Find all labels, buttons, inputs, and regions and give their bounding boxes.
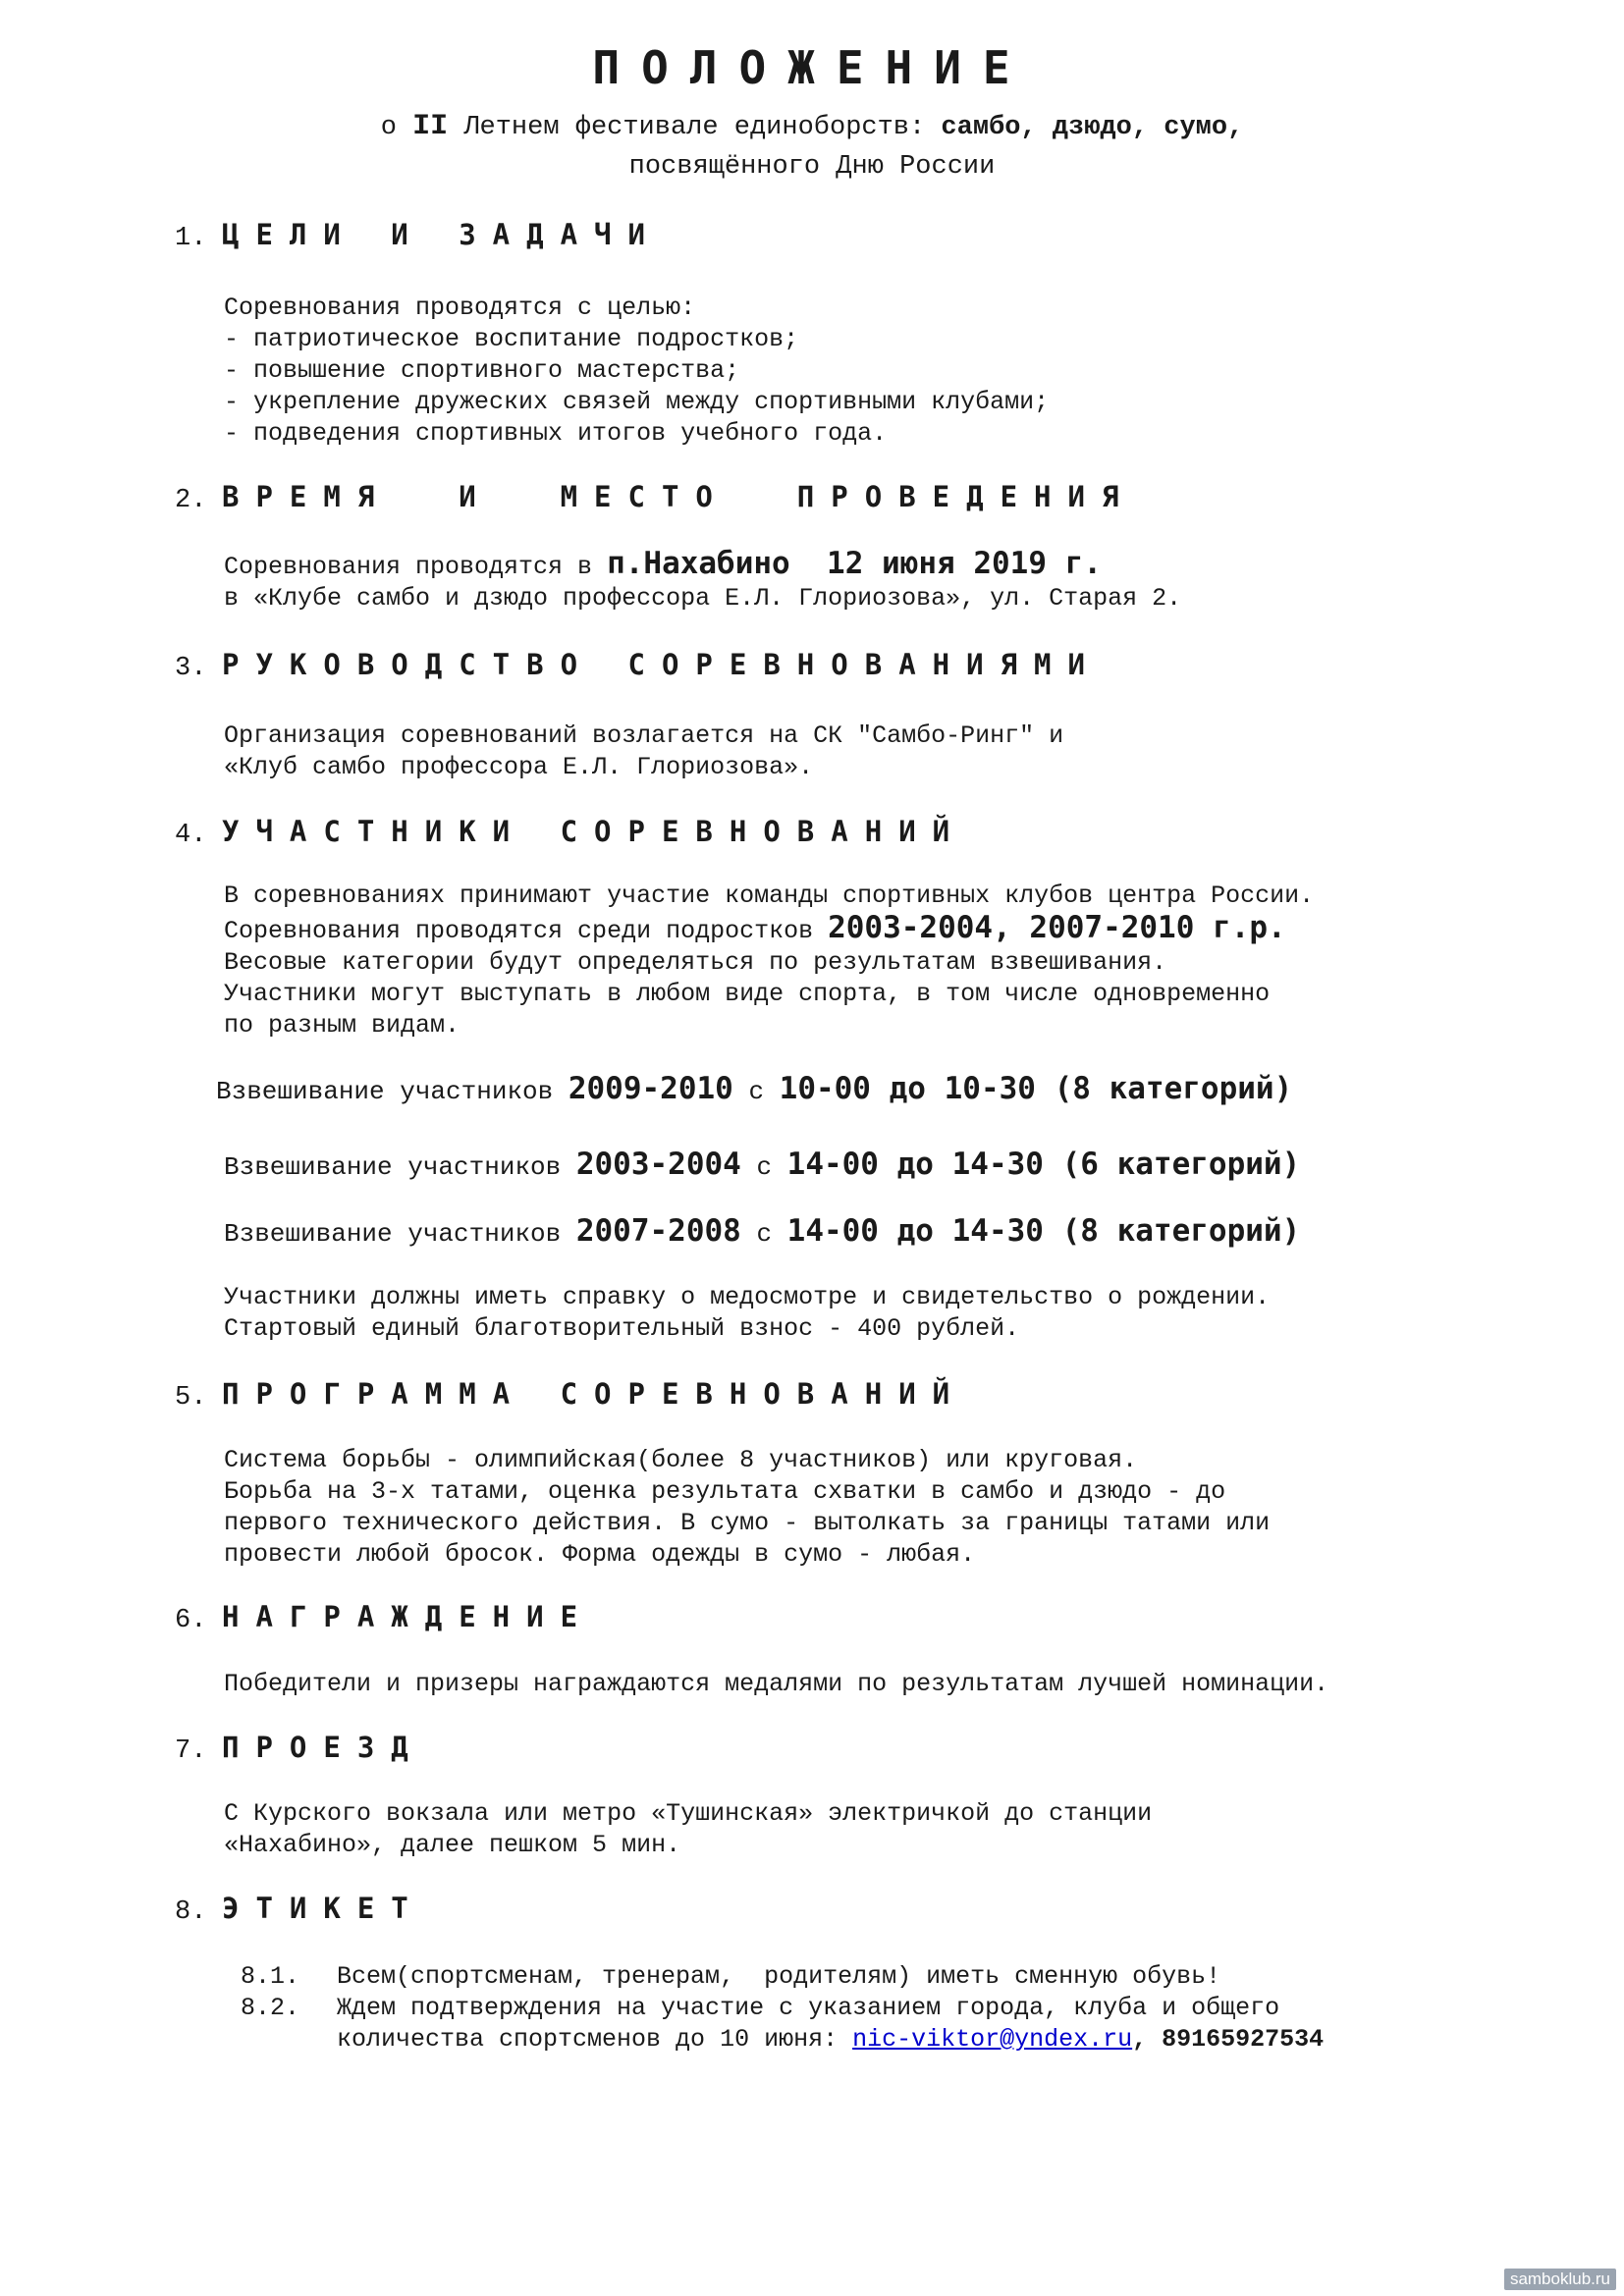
section-8-item-2 xyxy=(241,1993,1279,2024)
body-line: - укрепление дружеских связей между спортивными клубами; xyxy=(224,388,1050,416)
weighin-years: 2003-2004 xyxy=(575,1147,741,1182)
section-number: 5. xyxy=(175,1383,207,1413)
body-line: в «Клубе самбо и дзюдо профессора Е.Л. Глориозова», ул. Старая 2. xyxy=(224,584,1182,613)
section-heading: ПРОГРАММА СОРЕВНОВАНИЙ xyxy=(222,1377,967,1411)
weighin-years: 2009-2010 xyxy=(568,1071,733,1106)
section-5-header xyxy=(175,1377,966,1413)
body-line xyxy=(224,912,1314,947)
weighin-line-1 xyxy=(216,1073,1292,1107)
section-6-body xyxy=(224,1669,1328,1700)
body-line: - подведения спортивных итогов учебного года. xyxy=(224,419,888,448)
document-title: ПОЛОЖЕНИЕ xyxy=(592,41,1032,94)
section-1-header xyxy=(175,218,662,253)
body-line: Система борьбы - олимпийская(более 8 участников) или круговая. xyxy=(224,1446,1138,1474)
section-2-body xyxy=(224,548,1181,614)
section-heading: ПРОЕЗД xyxy=(222,1731,425,1764)
event-date-place: п.Нахабино 12 июня 2019 г. xyxy=(607,546,1102,581)
weighin-line-3 xyxy=(224,1215,1300,1250)
section-heading: ЦЕЛИ И ЗАДАЧИ xyxy=(222,218,662,251)
list-text: Всем(спортсменам, тренерам, родителям) иметь сменную обувь! xyxy=(337,1962,1221,1991)
list-text: количества спортсменов до 10 июня: xyxy=(337,2025,853,2054)
body-text: Взвешивание участников xyxy=(224,1219,576,1249)
body-line: «Клуб самбо профессора Е.Л. Глориозова». xyxy=(224,753,814,781)
section-heading: РУКОВОДСТВО СОРЕВНОВАНИЯМИ xyxy=(222,648,1102,681)
body-line: С Курского вокзала или метро «Тушинская» электричкой до станции xyxy=(224,1799,1153,1828)
subtitle-text: Летнем фестивале единоборств: xyxy=(448,113,942,142)
body-line: первого технического действия. В сумо - вытолкать за границы татами или xyxy=(224,1509,1271,1537)
section-7-body xyxy=(224,1798,1152,1861)
section-7-header xyxy=(175,1731,425,1766)
section-heading: НАГРАЖДЕНИЕ xyxy=(222,1600,595,1633)
body-line: провести любой бросок. Форма одежды в сумо - любая. xyxy=(224,1540,976,1569)
body-line: В соревнованиях принимают участие команды спортивных клубов центра России. xyxy=(224,881,1315,910)
body-text: Соревнования проводятся среди подростков xyxy=(224,917,829,945)
email-link[interactable]: nic-viktor@yndex.ru xyxy=(852,2025,1133,2054)
subtitle-line-1 xyxy=(0,110,1624,143)
body-line: Весовые категории будут определяться по результатам взвешивания. xyxy=(224,948,1167,977)
body-line: Победители и призеры награждаются медалями по результатам лучшей номинации. xyxy=(224,1670,1329,1698)
body-line: Борьба на 3-х татами, оценка результата схватки в самбо и дзюдо - до xyxy=(224,1477,1226,1506)
weighin-line-2 xyxy=(224,1148,1300,1183)
section-4-notes xyxy=(224,1282,1270,1345)
subtitle-sports: самбо, дзюдо, сумо, xyxy=(941,113,1244,142)
body-line: Стартовый единый благотворительный взнос - 400 рублей. xyxy=(224,1314,1020,1343)
section-2-header xyxy=(175,480,1135,515)
section-8-header xyxy=(175,1892,425,1927)
body-line: Организация соревнований возлагается на СК "Самбо-Ринг" и xyxy=(224,721,1064,750)
section-number: 8. xyxy=(175,1897,207,1927)
phone-number: 89165927534 xyxy=(1162,2025,1325,2054)
body-text: с xyxy=(732,1077,780,1106)
weighin-time: 14-00 до 14-30 (6 категорий) xyxy=(786,1147,1301,1182)
section-3-body xyxy=(224,721,1063,783)
body-line: - патриотическое воспитание подростков; xyxy=(224,325,799,353)
section-4-header xyxy=(175,815,966,850)
section-8-item-2-cont xyxy=(337,2024,1324,2056)
subtitle-roman: II xyxy=(412,110,449,143)
watermark: samboklub.ru xyxy=(1504,2269,1616,2290)
body-line: Соревнования проводятся с целью: xyxy=(224,294,696,322)
list-number: 8.1. xyxy=(241,1962,300,1991)
section-number: 4. xyxy=(175,821,207,850)
body-text: Соревнования проводятся в xyxy=(224,553,608,581)
section-heading: ВРЕМЯ И МЕСТО ПРОВЕДЕНИЯ xyxy=(222,480,1136,513)
body-line: Участники должны иметь справку о медосмотре и свидетельство о рождении. xyxy=(224,1283,1271,1311)
body-line: Участники могут выступать в любом виде спорта, в том числе одновременно xyxy=(224,980,1271,1008)
section-4-body xyxy=(224,881,1314,1041)
body-line: «Нахабино», далее пешком 5 мин. xyxy=(224,1831,681,1859)
separator-text: , xyxy=(1132,2025,1163,2054)
body-line: по разным видам. xyxy=(224,1011,460,1040)
section-number: 7. xyxy=(175,1736,207,1766)
section-number: 3. xyxy=(175,654,207,683)
section-number: 1. xyxy=(175,224,207,253)
list-text: Ждем подтверждения на участие с указанием города, клуба и общего xyxy=(337,1994,1280,2022)
weighin-time: 10-00 до 10-30 (8 категорий) xyxy=(779,1071,1293,1106)
section-3-header xyxy=(175,648,1102,683)
section-heading: ЭТИКЕТ xyxy=(222,1892,425,1925)
body-line: - повышение спортивного мастерства; xyxy=(224,356,740,385)
section-heading: УЧАСТНИКИ СОРЕВНОВАНИЙ xyxy=(222,815,967,848)
subtitle-text: о xyxy=(380,113,413,142)
section-number: 2. xyxy=(175,486,207,515)
section-1-body xyxy=(224,293,1049,450)
weighin-years: 2007-2008 xyxy=(575,1213,741,1249)
body-text: Взвешивание участников xyxy=(224,1152,576,1182)
birth-years: 2003-2004, 2007-2010 г.р. xyxy=(828,910,1286,945)
subtitle-line-2: посвящённого Дню России xyxy=(628,152,996,182)
body-text: Взвешивание участников xyxy=(216,1077,568,1106)
section-number: 6. xyxy=(175,1606,207,1635)
body-text: с xyxy=(740,1219,787,1249)
body-line xyxy=(224,548,1181,583)
section-5-body xyxy=(224,1445,1270,1571)
section-6-header xyxy=(175,1600,594,1635)
list-number: 8.2. xyxy=(241,1994,300,2022)
section-8-item-1 xyxy=(241,1961,1220,1993)
body-text: с xyxy=(740,1152,787,1182)
weighin-time: 14-00 до 14-30 (8 категорий) xyxy=(786,1213,1301,1249)
